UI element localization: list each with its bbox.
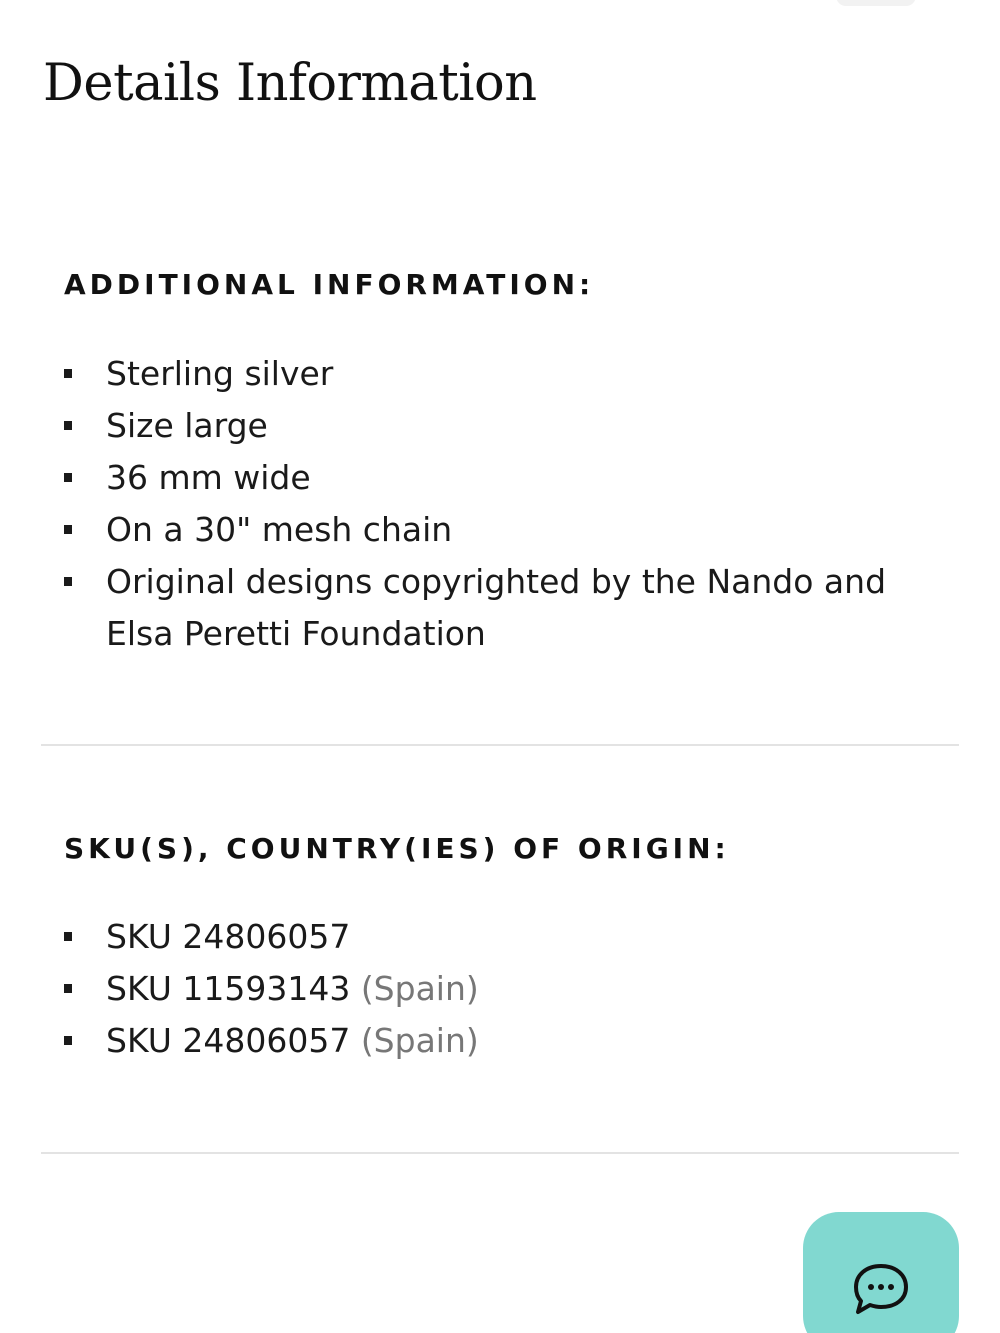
list-item (64, 911, 944, 963)
list-item-text: 36 mm wide (106, 458, 311, 497)
list-item (64, 400, 944, 452)
list-item (64, 556, 944, 660)
sku-list (64, 911, 944, 1067)
section-divider (41, 1152, 959, 1154)
bullet-icon (64, 421, 72, 430)
sku-origin: (Spain) (360, 969, 479, 1008)
sku-number: SKU 24806057 (106, 1021, 351, 1060)
list-item (64, 348, 944, 400)
bullet-icon (64, 1036, 72, 1045)
additional-information-list (64, 348, 944, 660)
bullet-icon (64, 984, 72, 993)
sku-number: SKU 24806057 (106, 917, 351, 956)
bullet-icon (64, 525, 72, 534)
list-item (64, 452, 944, 504)
sku-number: SKU 11593143 (106, 969, 351, 1008)
bullet-icon (64, 932, 72, 941)
list-item (64, 1015, 944, 1067)
bullet-icon (64, 473, 72, 482)
bullet-icon (64, 369, 72, 378)
list-item (64, 963, 944, 1015)
sku-origin-heading: SKU(S), COUNTRY(IES) OF ORIGIN: (64, 832, 730, 865)
list-item-text: Sterling silver (106, 354, 334, 393)
list-item-text: Original designs copyrighted by the Nando and Elsa Peretti Foundation (106, 562, 887, 653)
additional-information-heading: ADDITIONAL INFORMATION: (64, 268, 595, 301)
list-item (64, 504, 944, 556)
list-item-text: On a 30" mesh chain (106, 510, 453, 549)
partial-top-button[interactable] (836, 0, 916, 6)
list-item-text: Size large (106, 406, 268, 445)
sku-origin: (Spain) (360, 1021, 479, 1060)
section-divider (41, 744, 959, 746)
chat-bubble-icon (852, 1262, 910, 1316)
bullet-icon (64, 577, 72, 586)
page-title: Details Information (43, 54, 537, 113)
chat-button[interactable] (803, 1212, 959, 1333)
